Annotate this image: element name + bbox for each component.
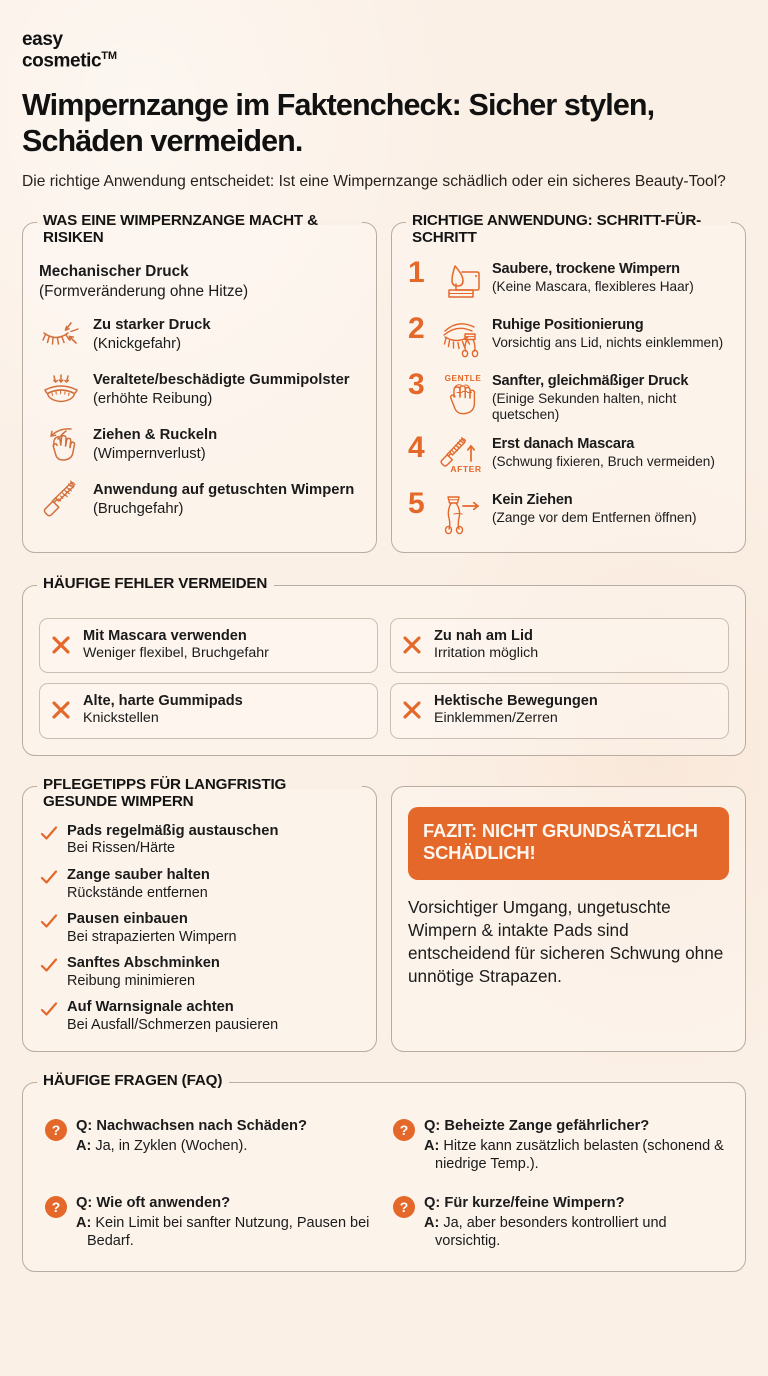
check-icon bbox=[39, 999, 58, 1018]
care-tip-title: Pausen einbauen bbox=[67, 911, 188, 928]
card-mistakes bbox=[22, 574, 746, 756]
mistake-text bbox=[434, 693, 598, 728]
faq-item bbox=[393, 1118, 725, 1173]
care-tip-desc: Reibung minimieren bbox=[67, 972, 195, 989]
care-tip-item bbox=[39, 867, 360, 902]
care-tip-text bbox=[67, 867, 210, 902]
trademark-symbol: TM bbox=[101, 49, 118, 62]
risk-item-title: Ziehen & Ruckeln bbox=[93, 427, 218, 444]
mistake-text bbox=[434, 628, 538, 663]
risk-item-text bbox=[93, 425, 217, 463]
risk-item-title: Zu starker Druck bbox=[93, 317, 211, 334]
risk-item-title: Veraltete/beschädigte Gummipolster bbox=[93, 372, 350, 389]
faq-question: Q: Beheizte Zange gefährlicher? bbox=[424, 1117, 650, 1134]
x-mark-icon bbox=[401, 699, 423, 721]
risks-lead bbox=[39, 262, 360, 301]
check-icon bbox=[39, 867, 58, 886]
mistake-title: Zu nah am Lid bbox=[434, 627, 533, 644]
check-icon bbox=[39, 823, 58, 842]
step-item bbox=[408, 486, 729, 536]
faq-answer-label: A: bbox=[76, 1215, 92, 1232]
x-mark-icon bbox=[50, 699, 72, 721]
svg-text:GENTLE: GENTLE bbox=[444, 373, 482, 383]
step-title: Sanfter, gleichmäßiger Druck bbox=[492, 372, 689, 389]
step-number: 2 bbox=[408, 311, 425, 345]
card-risks-title: WAS EINE WIMPERNZANGE MACHT & RISIKEN bbox=[37, 212, 362, 246]
care-tip-text bbox=[67, 999, 278, 1034]
page-title: Wimpernzange im Faktencheck: Sicher stylen, Schäden vermeiden. bbox=[22, 88, 655, 159]
card-risks bbox=[22, 211, 377, 553]
card-faq bbox=[22, 1071, 746, 1272]
care-tip-item bbox=[39, 911, 360, 946]
care-tip-title: Auf Warnsignale achten bbox=[67, 999, 234, 1016]
faq-qa bbox=[424, 1118, 725, 1173]
mistake-title: Mit Mascara verwenden bbox=[83, 627, 247, 644]
risk-item bbox=[39, 425, 360, 465]
risk-item bbox=[39, 370, 360, 410]
step-item bbox=[408, 367, 729, 424]
step-title: Ruhige Positionierung bbox=[492, 316, 644, 333]
faq-answer-label: A: bbox=[76, 1137, 92, 1154]
care-tip-text bbox=[67, 911, 237, 946]
step-text bbox=[492, 259, 729, 295]
risk-item-note: (erhöhte Reibung) bbox=[93, 390, 213, 407]
question-mark-icon: ? bbox=[45, 1119, 67, 1141]
risk-item bbox=[39, 315, 360, 355]
card-faq-title: HÄUFIGE FRAGEN (FAQ) bbox=[37, 1072, 229, 1089]
step-text bbox=[492, 490, 729, 526]
risk-item-title: Anwendung auf getuschten Wimpern bbox=[93, 482, 355, 499]
step-item bbox=[408, 311, 729, 361]
mistake-item bbox=[39, 618, 378, 674]
question-mark-icon: ? bbox=[45, 1196, 67, 1218]
card-risks-legend bbox=[37, 212, 362, 246]
step-desc: (Einige Sekunden halten, nicht quetschen) bbox=[492, 390, 677, 423]
care-tip-item bbox=[39, 955, 360, 990]
mistake-title: Hektische Bewegungen bbox=[434, 693, 598, 710]
question-mark-icon: ? bbox=[393, 1119, 415, 1141]
faq-answer: A: Ja, aber besonders kontrolliert und vorsichtig. bbox=[424, 1215, 667, 1250]
mistake-desc: Weniger flexibel, Bruchgefahr bbox=[83, 644, 269, 661]
risk-item-note: (Wimpernverlust) bbox=[93, 445, 206, 462]
step-desc: (Keine Mascara, flexibleres Haar) bbox=[492, 278, 694, 294]
step-title: Erst danach Mascara bbox=[492, 435, 635, 452]
mistake-desc: Knickstellen bbox=[83, 710, 159, 727]
curler-release-icon bbox=[440, 490, 486, 536]
care-tip-desc: Bei strapazierten Wimpern bbox=[67, 928, 237, 945]
mistake-item bbox=[390, 618, 729, 674]
mistakes-grid bbox=[39, 618, 729, 739]
card-care-tips bbox=[22, 775, 377, 1052]
faq-qa bbox=[76, 1118, 377, 1155]
brand-logo bbox=[22, 0, 746, 71]
step-number: 1 bbox=[408, 255, 425, 289]
brand-line-1: easy bbox=[22, 29, 63, 50]
row-risks-steps bbox=[22, 211, 746, 553]
gentle-press-hand-icon bbox=[440, 371, 486, 417]
step-number: 4 bbox=[408, 430, 425, 464]
faq-answer: A: Kein Limit bei sanfter Nutzung, Pausen bei Bedarf. bbox=[76, 1215, 370, 1250]
card-mistakes-legend bbox=[37, 575, 731, 592]
risk-item-text bbox=[93, 315, 211, 353]
step-text bbox=[492, 315, 729, 351]
risk-item bbox=[39, 480, 360, 520]
faq-item bbox=[393, 1195, 725, 1250]
care-tip-item bbox=[39, 999, 360, 1034]
check-icon bbox=[39, 955, 58, 974]
pulling-hand-icon bbox=[39, 425, 83, 465]
mistake-desc: Einklemmen/Zerren bbox=[434, 710, 558, 727]
mistake-item bbox=[390, 683, 729, 739]
card-steps-title: RICHTIGE ANWENDUNG: SCHRITT-FÜR-SCHRITT bbox=[406, 212, 731, 246]
card-verdict bbox=[391, 786, 746, 1052]
step-text bbox=[492, 434, 729, 470]
faq-qa bbox=[424, 1195, 725, 1250]
faq-grid bbox=[39, 1118, 729, 1255]
risks-lead-note: (Formveränderung ohne Hitze) bbox=[39, 282, 249, 300]
question-mark-icon: ? bbox=[393, 1196, 415, 1218]
risk-item-text bbox=[93, 480, 360, 518]
card-faq-legend bbox=[37, 1072, 731, 1089]
step-desc: Vorsichtig ans Lid, nichts einklemmen) bbox=[492, 334, 724, 350]
faq-item bbox=[45, 1195, 377, 1250]
rubber-pad-icon bbox=[39, 370, 83, 410]
x-mark-icon bbox=[50, 634, 72, 656]
risk-item-note: (Knickgefahr) bbox=[93, 335, 181, 352]
page-subtitle: Die richtige Anwendung entscheidet: Ist eine Wimpernzange schädlich oder ein sicheres Beauty-Tool? bbox=[22, 172, 726, 190]
mistake-text bbox=[83, 628, 269, 663]
risks-lead-bold: Mechanischer Druck bbox=[39, 262, 189, 280]
care-tip-desc: Bei Rissen/Härte bbox=[67, 840, 175, 857]
care-tip-title: Pads regelmäßig austauschen bbox=[67, 822, 279, 839]
row-care-verdict bbox=[22, 775, 746, 1052]
mistake-title: Alte, harte Gummipads bbox=[83, 693, 243, 710]
care-tip-text bbox=[67, 823, 278, 858]
step-title: Kein Ziehen bbox=[492, 491, 573, 508]
card-care-legend bbox=[37, 776, 362, 810]
faq-answer: A: Hitze kann zusätzlich belasten (schonend & niedrige Temp.). bbox=[424, 1137, 724, 1172]
faq-qa bbox=[76, 1195, 377, 1250]
care-tip-text bbox=[67, 955, 220, 990]
step-item bbox=[408, 430, 729, 480]
care-tip-desc: Bei Ausfall/Schmerzen pausieren bbox=[67, 1017, 279, 1034]
faq-question: Q: Nachwachsen nach Schäden? bbox=[76, 1117, 307, 1134]
care-tip-title: Sanftes Abschminken bbox=[67, 955, 220, 972]
closed-eye-pressure-icon bbox=[39, 315, 83, 355]
card-mistakes-title: HÄUFIGE FEHLER VERMEIDEN bbox=[37, 575, 274, 592]
step-title: Saubere, trockene Wimpern bbox=[492, 260, 680, 277]
mistake-text bbox=[83, 693, 243, 728]
faq-answer-label: A: bbox=[424, 1215, 440, 1232]
card-care-title: PFLEGETIPPS FÜR LANGFRISTIG GESUNDE WIMPERN bbox=[37, 776, 362, 810]
step-number: 3 bbox=[408, 367, 425, 401]
risk-item-note: (Bruchgefahr) bbox=[93, 500, 184, 517]
verdict-text: Vorsichtiger Umgang, ungetuschte Wimpern & intakte Pads sind entscheidend für sicheren Schwung ohne unnötige Strapazen. bbox=[408, 896, 724, 986]
verdict-banner: FAZIT: NICHT GRUNDSÄTZLICH SCHÄDLICH! bbox=[408, 807, 729, 880]
card-steps-legend bbox=[406, 212, 731, 246]
care-tip-title: Zange sauber halten bbox=[67, 866, 210, 883]
card-steps bbox=[391, 211, 746, 553]
faq-question: Q: Für kurze/feine Wimpern? bbox=[424, 1195, 625, 1212]
faq-question: Q: Wie oft anwenden? bbox=[76, 1195, 231, 1212]
step-item bbox=[408, 255, 729, 305]
step-desc: (Zange vor dem Entfernen öffnen) bbox=[492, 509, 697, 525]
eye-curler-position-icon bbox=[440, 315, 486, 361]
mistake-desc: Irritation möglich bbox=[434, 644, 539, 661]
mascara-wand-icon bbox=[39, 480, 83, 520]
step-desc: (Schwung fixieren, Bruch vermeiden) bbox=[492, 453, 715, 469]
droplet-towel-icon bbox=[440, 259, 486, 305]
check-icon bbox=[39, 911, 58, 930]
brand-line-2: cosmetic™ bbox=[22, 49, 118, 71]
svg-text:AFTER: AFTER bbox=[450, 463, 482, 474]
care-tip-item bbox=[39, 823, 360, 858]
care-tip-desc: Rückstände entfernen bbox=[67, 884, 208, 901]
faq-item bbox=[45, 1118, 377, 1173]
risks-list bbox=[39, 315, 360, 520]
mascara-after-icon bbox=[440, 434, 486, 480]
mistake-item bbox=[39, 683, 378, 739]
faq-answer: A: Ja, in Zyklen (Wochen). bbox=[76, 1137, 248, 1154]
risk-item-text bbox=[93, 370, 360, 408]
step-text bbox=[492, 371, 729, 424]
steps-list bbox=[408, 255, 729, 536]
care-tips-list bbox=[39, 823, 360, 1035]
faq-answer-label: A: bbox=[424, 1137, 440, 1154]
x-mark-icon bbox=[401, 634, 423, 656]
step-number: 5 bbox=[408, 486, 425, 520]
